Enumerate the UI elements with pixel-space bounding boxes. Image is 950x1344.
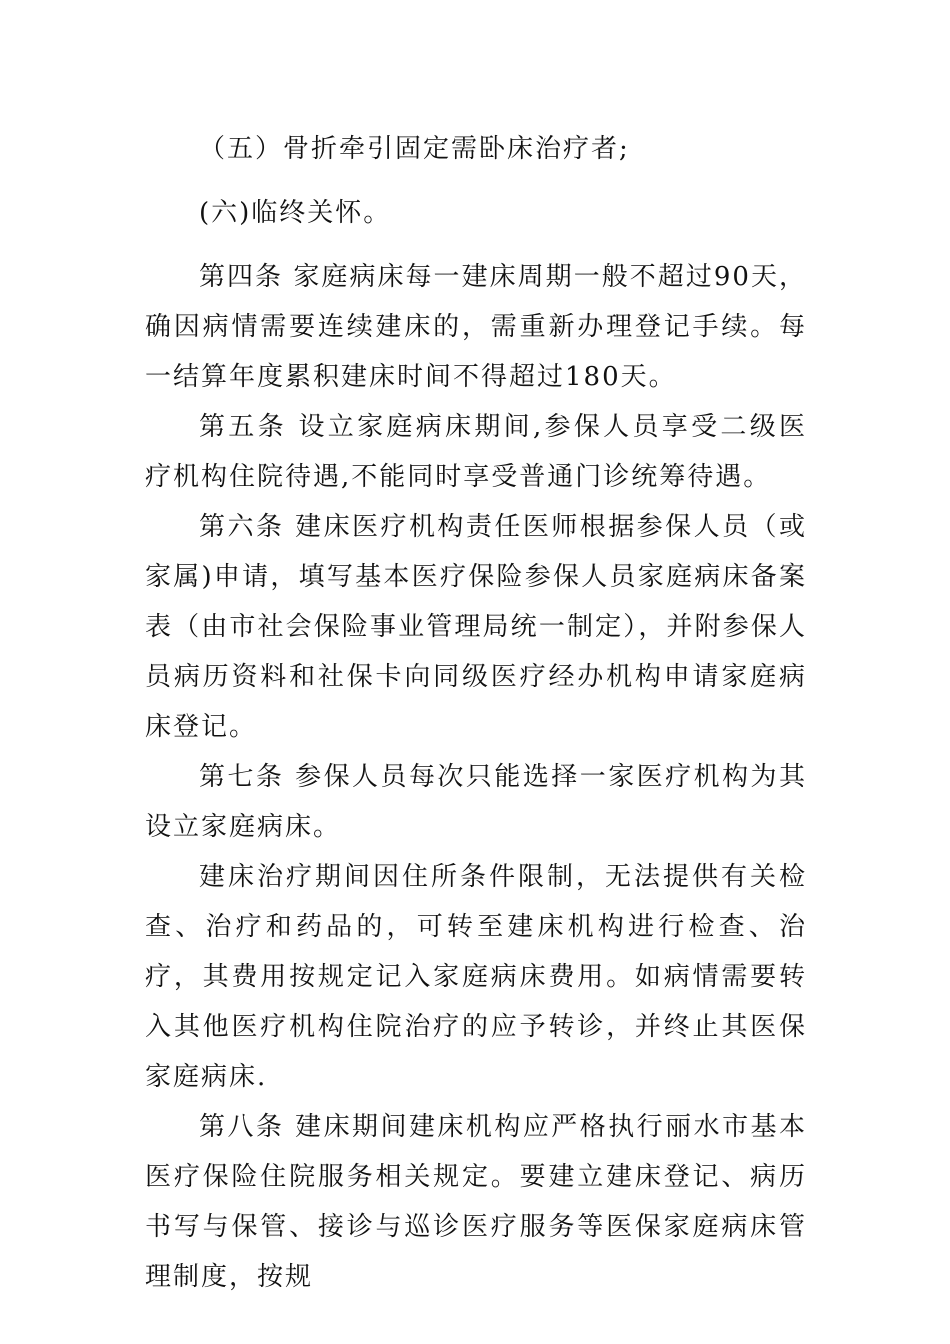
item-six: (六)临终关怀。 [199, 198, 392, 228]
article-seven: 第七条 参保人员每次只能选择一家医疗机构为其设立家庭病床。 [145, 762, 807, 842]
paragraph-gap [145, 238, 807, 252]
article-seven-continued: 建床治疗期间因住所条件限制，无法提供有关检查、治疗和药品的，可转至建床机构进行检查、治疗，其费用按规定记入家庭病床费用。如病情需要转入其他医疗机构住院治疗的应予转诊，并终止其医保家庭病床. [145, 862, 807, 1092]
document-body [145, 124, 807, 1302]
paragraph-gap [145, 174, 807, 188]
item-five: （五）骨折牵引固定需卧床治疗者; [199, 134, 630, 164]
article-eight: 第八条 建床期间建床机构应严格执行丽水市基本医疗保险住院服务相关规定。要建立建床登记、病历书写与保管、接诊与巡诊医疗服务等医保家庭病床管理制度，按规 [145, 1112, 807, 1292]
article-six: 第六条 建床医疗机构责任医师根据参保人员（或家属)申请，填写基本医疗保险参保人员家庭病床备案表（由市社会保险事业管理局统一制定），并附参保人员病历资料和社保卡向同级医疗经办机构申请家庭病床登记。 [145, 512, 807, 742]
article-four: 第四条 家庭病床每一建床周期一般不超过90天，确因病情需要连续建床的，需重新办理登记手续。每一结算年度累积建床时间不得超过180天。 [145, 262, 807, 392]
article-five: 第五条 设立家庭病床期间,参保人员享受二级医疗机构住院待遇,不能同时享受普通门诊统筹待遇。 [145, 412, 807, 492]
